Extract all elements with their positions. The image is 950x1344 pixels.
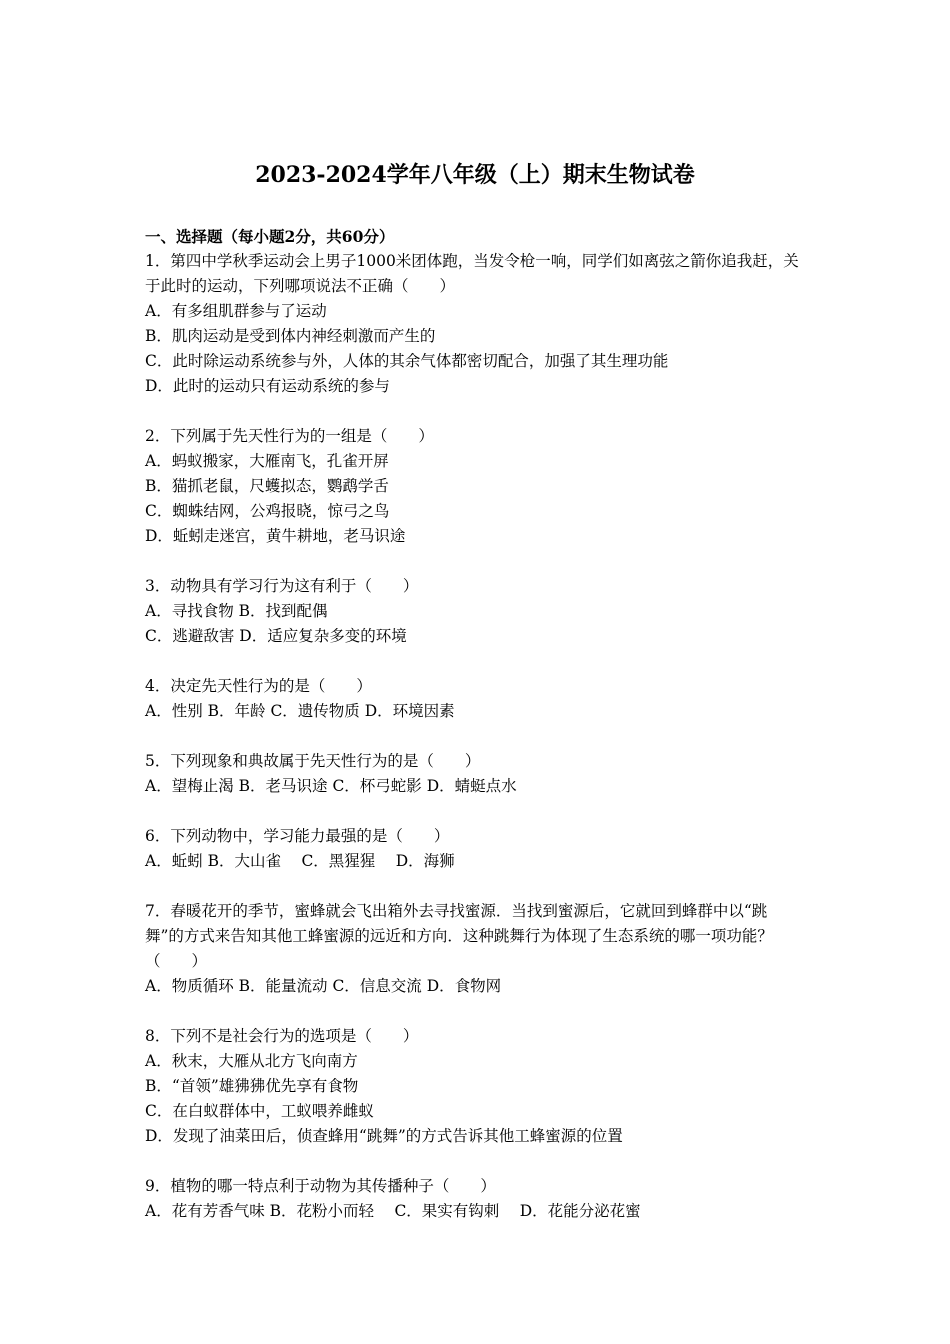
question-stem: 2．下列属于先天性行为的一组是（ ）: [145, 427, 434, 445]
option-c: C．此时除运动系统参与外，人体的其余气体都密切配合，加强了其生理功能: [145, 352, 669, 370]
question-4: [145, 674, 805, 724]
options-line: A．性别 B．年龄 C．遗传物质 D．环境因素: [145, 702, 455, 720]
question-9: [145, 1174, 805, 1224]
option-d: D．发现了油菜田后，侦查蜂用“跳舞”的方式告诉其他工蜂蜜源的位置: [145, 1127, 623, 1145]
question-stem: 3．动物具有学习行为这有利于（ ）: [145, 577, 419, 595]
option-a: A．蚂蚁搬家，大雁南飞，孔雀开屏: [145, 452, 389, 470]
question-stem: 5．下列现象和典故属于先天性行为的是（ ）: [145, 752, 481, 770]
question-3: [145, 574, 805, 649]
option-d: D．此时的运动只有运动系统的参与: [145, 377, 390, 395]
question-stem: 1．第四中学秋季运动会上男子1000米团体跑，当发令枪一响，同学们如离弦之箭你追我赶，关于此时的运动，下列哪项说法不正确（ ）: [145, 252, 799, 295]
question-stem: 8．下列不是社会行为的选项是（ ）: [145, 1027, 419, 1045]
question-stem: 6．下列动物中，学习能力最强的是（ ）: [145, 827, 450, 845]
question-stem: 7．春暖花开的季节，蜜蜂就会飞出箱外去寻找蜜源．当找到蜜源后，它就回到蜂群中以“跳舞”的方式来告知其他工蜂蜜源的远近和方向．这种跳舞行为体现了生态系统的哪一项功能？（ ）: [145, 902, 773, 970]
question-7: [145, 899, 805, 999]
question-8: [145, 1024, 805, 1149]
question-stem: 9．植物的哪一特点利于动物为其传播种子（ ）: [145, 1177, 496, 1195]
option-b: B．猫抓老鼠，尺蠖拟态，鹦鹉学舌: [145, 477, 389, 495]
question-6: [145, 824, 805, 874]
option-c: C．蜘蛛结网，公鸡报晓，惊弓之鸟: [145, 502, 390, 520]
option-ab: A．寻找食物 B．找到配偶: [145, 602, 328, 620]
question-stem: 4．决定先天性行为的是（ ）: [145, 677, 372, 695]
exam-title: 2023-2024学年八年级（上）期末生物试卷: [255, 162, 695, 188]
option-a: A．秋末，大雁从北方飞向南方: [145, 1052, 358, 1070]
option-b: B．“首领”雄狒狒优先享有食物: [145, 1077, 359, 1095]
section-heading: 一、选择题（每小题2分，共60分）: [145, 227, 395, 246]
option-cd: C．逃避敌害 D．适应复杂多变的环境: [145, 627, 407, 645]
question-5: [145, 749, 805, 799]
options-line: A．物质循环 B．能量流动 C．信息交流 D．食物网: [145, 977, 502, 995]
option-a: A．有多组肌群参与了运动: [145, 302, 327, 320]
exam-content: [145, 224, 805, 1249]
question-2: [145, 424, 805, 549]
options-line: A．花有芳香气味 B．花粉小而轻 C．果实有钩刺 D．花能分泌花蜜: [145, 1202, 641, 1220]
options-line: A．蚯蚓 B．大山雀 C．黑猩猩 D．海狮: [145, 852, 455, 870]
option-c: C．在白蚁群体中，工蚁喂养雌蚁: [145, 1102, 374, 1120]
question-1: [145, 249, 805, 399]
option-d: D．蚯蚓走迷宫，黄牛耕地，老马识途: [145, 527, 406, 545]
options-line: A．望梅止渴 B．老马识途 C．杯弓蛇影 D．蜻蜓点水: [145, 777, 517, 795]
option-b: B．肌肉运动是受到体内神经刺激而产生的: [145, 327, 436, 345]
